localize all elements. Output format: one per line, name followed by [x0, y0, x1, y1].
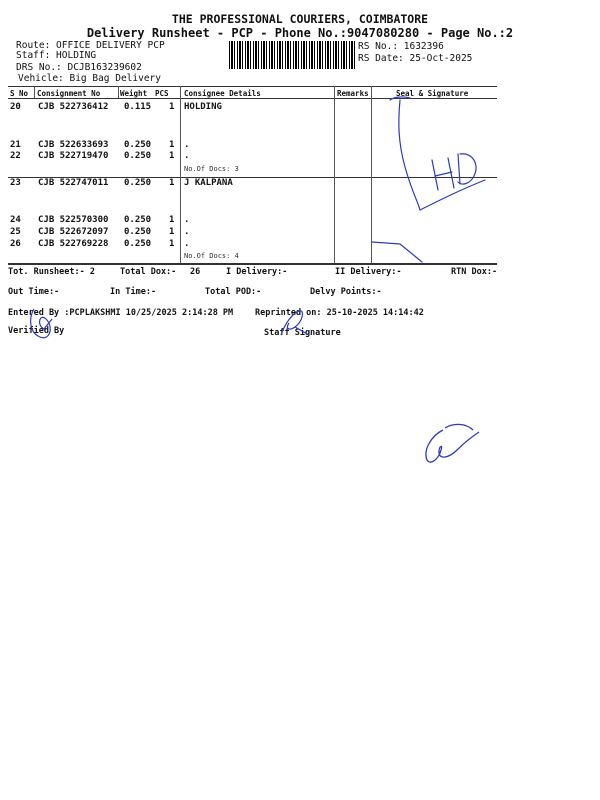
staff-signature-scribble — [275, 305, 315, 341]
route-label: Route: OFFICE DELIVERY PCP — [16, 40, 165, 51]
staff-label: Staff: HOLDING — [16, 50, 97, 61]
verified-by-label: Verified By — [8, 326, 65, 336]
row-consignment: CJB 522672097 — [38, 227, 109, 237]
table-bottom-rule — [8, 263, 497, 265]
col-divider — [118, 86, 119, 98]
in-time: In Time:- — [110, 287, 157, 297]
header-remarks: Remarks — [337, 89, 369, 98]
i-delivery: I Delivery:- — [226, 267, 288, 277]
row-pcs: 1 — [169, 227, 175, 237]
barcode — [229, 41, 355, 69]
row-sno: 25 — [10, 227, 21, 237]
row-consignee: . — [184, 140, 190, 150]
row-consignment: CJB 522719470 — [38, 151, 109, 161]
row-consignee: . — [184, 215, 190, 225]
header-seal-signature: Seal & Signature — [396, 89, 469, 98]
col-divider — [334, 86, 335, 263]
col-divider — [34, 86, 35, 98]
header-weight: Weight — [120, 89, 148, 98]
row-pcs: 1 — [169, 215, 175, 225]
row-consignment: CJB 522769228 — [38, 239, 109, 249]
total-runsheet: Tot. Runsheet:- 2 — [8, 267, 95, 277]
row-pcs: 1 — [169, 151, 175, 161]
out-time: Out Time:- — [8, 287, 60, 297]
docs-count-note: No.Of Docs: 3 — [184, 165, 239, 173]
total-dox-value: 26 — [190, 267, 201, 277]
row-weight: 0.250 — [124, 215, 152, 225]
row-pcs: 1 — [169, 140, 175, 150]
row-sno: 24 — [10, 215, 21, 225]
row-sno: 26 — [10, 239, 21, 249]
seal-signature-scribble — [360, 92, 510, 262]
row-sno: 23 — [10, 178, 21, 188]
row-consignee: HOLDING — [184, 102, 222, 112]
delvy-points: Delvy Points:- — [310, 287, 382, 297]
staff-signature-label: Staff Signature — [264, 328, 341, 338]
rtn-dox: RTN Dox:- — [451, 267, 498, 277]
vehicle-label: Vehicle: Big Bag Delivery — [18, 73, 161, 84]
row-pcs: 1 — [169, 239, 175, 249]
row-consignment: CJB 522747011 — [38, 178, 109, 188]
row-weight: 0.250 — [124, 239, 152, 249]
row-sno: 21 — [10, 140, 21, 150]
verifier-signature-scribble — [24, 305, 64, 343]
docs-count-note: No.Of Docs: 4 — [184, 252, 239, 260]
entered-by: Entered By :PCPLAKSHMI 10/25/2025 2:14:28 PM — [8, 308, 234, 318]
row-pcs: 1 — [169, 178, 175, 188]
row-pcs: 1 — [169, 102, 175, 112]
rs-date: RS Date: 25-Oct-2025 — [358, 53, 473, 64]
rs-number: RS No.: 1632396 — [358, 41, 444, 52]
col-divider — [180, 86, 181, 263]
table-top-rule — [8, 86, 497, 87]
row-sno: 22 — [10, 151, 21, 161]
header-consignment: Consignment No — [37, 89, 101, 98]
row-consignee: . — [184, 239, 190, 249]
header-pcs: PCS — [155, 89, 169, 98]
ii-delivery: II Delivery:- — [335, 267, 402, 277]
drs-number: DRS No.: DCJB163239602 — [16, 62, 142, 73]
row-consignment: CJB 522736412 — [38, 102, 109, 112]
company-title: THE PROFESSIONAL COURIERS, COIMBATORE — [171, 12, 429, 26]
row-weight: 0.115 — [124, 102, 152, 112]
row-weight: 0.250 — [124, 140, 152, 150]
row-consignee: . — [184, 151, 190, 161]
margin-scribble — [415, 420, 485, 470]
row-consignment: CJB 522633693 — [38, 140, 109, 150]
header-sno: S No — [10, 89, 29, 98]
row-weight: 0.250 — [124, 178, 152, 188]
header-consignee: Consignee Details — [184, 89, 261, 98]
row-weight: 0.250 — [124, 227, 152, 237]
runsheet-subtitle: Delivery Runsheet - PCP - Phone No.:9047080280 - Page No.:2 — [86, 26, 514, 40]
total-dox-label: Total Dox:- — [120, 267, 177, 277]
row-consignee: J KALPANA — [184, 178, 233, 188]
row-consignee: . — [184, 227, 190, 237]
row-sno: 20 — [10, 102, 21, 112]
total-pod: Total POD:- — [205, 287, 262, 297]
row-consignment: CJB 522570300 — [38, 215, 109, 225]
reprinted-on: Reprinted on: 25-10-2025 14:14:42 — [255, 308, 424, 318]
row-weight: 0.250 — [124, 151, 152, 161]
